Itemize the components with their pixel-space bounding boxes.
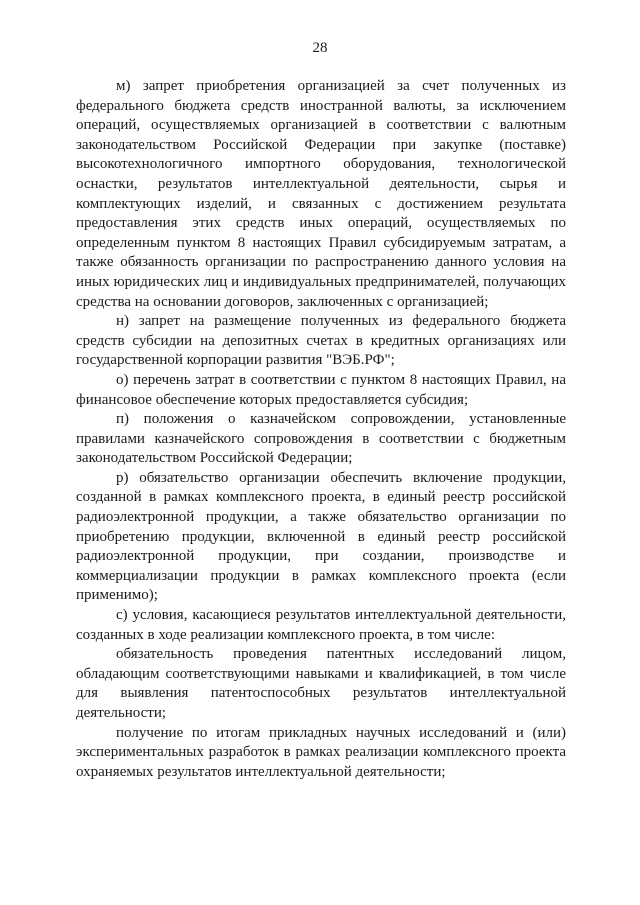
paragraph-n: н) запрет на размещение полученных из федерального бюджета средств субсидии на депозитных счетах в кредитных организациях или государственной корпорации развития "ВЭБ.РФ";: [76, 313, 566, 369]
paragraph-p: п) положения о казначейском сопровождении, установленные правилами казначейского сопровождения в соответствии с бюджетным законодательством Российской Федерации;: [76, 411, 566, 467]
paragraph-s-item-1: обязательность проведения патентных исследований лицом, обладающим соответствующими навыками и квалификацией, в том числе для выявления патентоспособных результатов интеллектуальной деятельности;: [76, 646, 566, 721]
paragraph-r: р) обязательство организации обеспечить включение продукции, созданной в рамках комплексного проекта, в единый реестр российской радиоэлектронной продукции, а также обязательство организации по приобретению продукции, включенной в единый реестр российской радиоэлектронной продукции, при создании, производстве и коммерциализации продукции в рамках комплексного проекта (если применимо);: [76, 469, 566, 604]
paragraph-m: м) запрет приобретения организацией за счет полученных из федерального бюджета средств иностранной валюты, за исключением операций, осуществляемых организацией в соответствии с валютным законодательством Российской Федерации при закупке (поставке) высокотехнологичного импортного оборудования, технологической оснастки, результатов интеллектуальной деятельности, сырья и комплектующих изделий, и связанных с достижением результата предоставления этих средств иных операций, осуществляемых по определенным пунктом 8 настоящих Правил субсидируемым затратам, а также обязанность организации по распространению данного условия на иных юридических лиц и индивидуальных предпринимателей, получающих средства на основании договоров, заключенных с организацией;: [76, 78, 566, 310]
page-number: 28: [312, 40, 328, 56]
document-body: [76, 77, 566, 782]
paragraph-s: с) условия, касающиеся результатов интеллектуальной деятельности, созданных в ходе реализации комплексного проекта, в том числе:: [76, 607, 566, 643]
paragraph-s-item-2: получение по итогам прикладных научных исследований и (или) экспериментальных разработок в рамках реализации комплексного проекта охраняемых результатов интеллектуальной деятельности;: [76, 724, 566, 780]
paragraph-o: о) перечень затрат в соответствии с пунктом 8 настоящих Правил, на финансовое обеспечение которых предоставляется субсидия;: [76, 371, 566, 408]
